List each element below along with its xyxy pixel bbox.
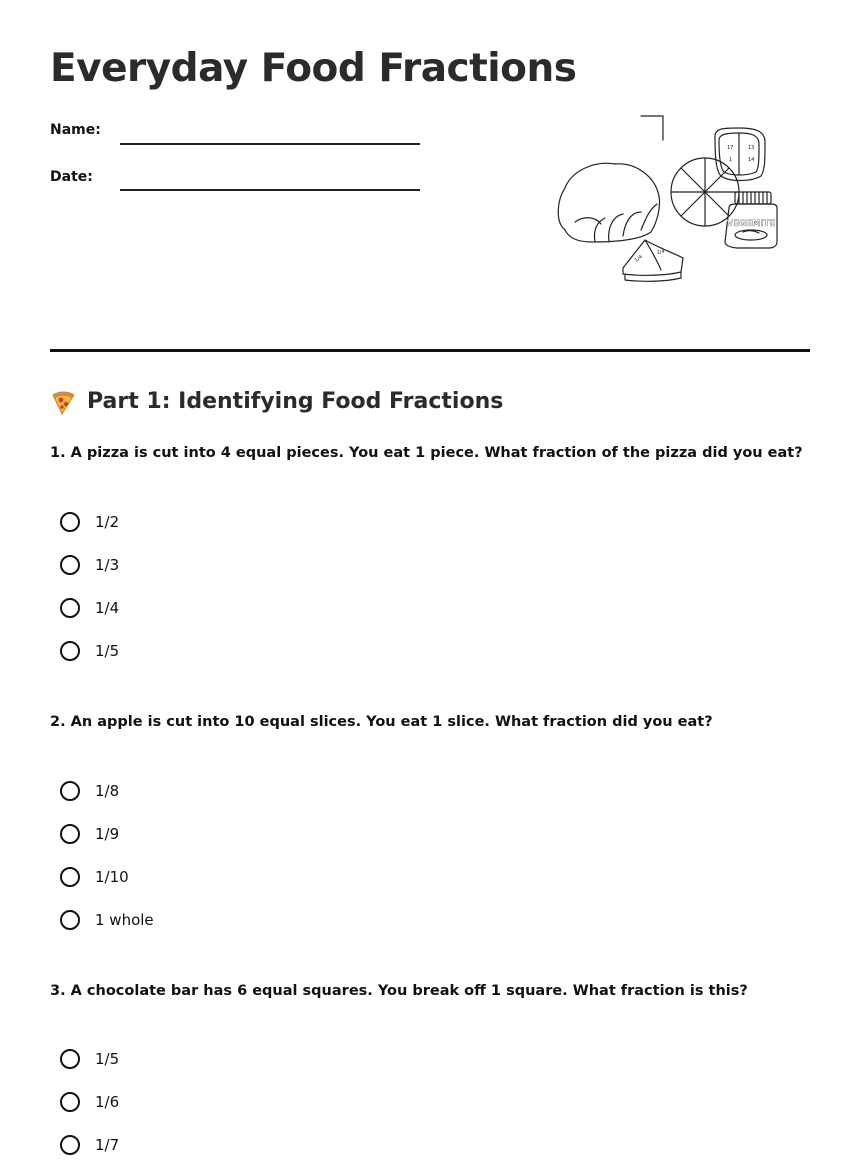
question-1-option[interactable] (60, 510, 119, 534)
radio-button[interactable] (60, 824, 80, 844)
corner-mark (641, 116, 663, 140)
pizza-icon (50, 386, 76, 416)
question-3-option[interactable] (60, 1133, 119, 1157)
option-label: 1 whole (95, 911, 154, 929)
svg-text:17: 17 (727, 145, 734, 151)
option-label: 1/3 (95, 556, 120, 574)
question-3-option[interactable] (60, 1047, 119, 1071)
svg-text:13: 13 (748, 145, 755, 151)
radio-button[interactable] (60, 512, 80, 532)
radio-button[interactable] (60, 910, 80, 930)
question-2-text: 2. An apple is cut into 10 equal slices. You eat 1 slice. What fraction did you eat? (50, 714, 713, 730)
option-label: 1/5 (95, 1050, 120, 1068)
option-label: 1/4 (95, 599, 120, 617)
radio-button[interactable] (60, 1092, 80, 1112)
option-label: 1/5 (95, 642, 120, 660)
radio-button[interactable] (60, 1135, 80, 1155)
pizza-icon (671, 158, 739, 226)
question-1-text: 1. A pizza is cut into 4 equal pieces. You eat 1 piece. What fraction of the pizza did you eat? (50, 445, 803, 461)
svg-text:VEGEMITE: VEGEMITE (726, 219, 776, 229)
name-field[interactable] (120, 143, 420, 145)
radio-button[interactable] (60, 598, 80, 618)
question-1-option[interactable] (60, 596, 119, 620)
svg-text:1: 1 (729, 157, 733, 163)
page-title: Everyday Food Fractions (50, 46, 577, 91)
name-label: Name: (50, 122, 101, 138)
option-label: 1/2 (95, 513, 120, 531)
bread-icon (715, 128, 765, 181)
question-2-option[interactable] (60, 822, 119, 846)
vegemite-jar-icon (725, 192, 777, 248)
question-3-option[interactable] (60, 1090, 119, 1114)
date-label: Date: (50, 169, 93, 185)
section-title: Part 1: Identifying Food Fractions (87, 388, 504, 414)
section-header (50, 386, 503, 416)
section-divider (50, 349, 810, 352)
radio-button[interactable] (60, 641, 80, 661)
svg-text:14: 14 (748, 157, 755, 163)
date-field[interactable] (120, 189, 420, 191)
svg-text:1/4: 1/4 (633, 254, 644, 264)
option-label: 1/7 (95, 1136, 120, 1154)
question-2-option[interactable] (60, 865, 129, 889)
svg-text:1/4: 1/4 (656, 248, 666, 256)
option-label: 1/8 (95, 782, 120, 800)
question-2-option[interactable] (60, 779, 119, 803)
question-1-option[interactable] (60, 639, 119, 663)
bun-icon (558, 163, 659, 242)
radio-button[interactable] (60, 867, 80, 887)
pie-slice-icon (623, 240, 683, 281)
radio-button[interactable] (60, 1049, 80, 1069)
option-label: 1/10 (95, 868, 129, 886)
option-label: 1/9 (95, 825, 120, 843)
food-illustration (553, 112, 785, 288)
radio-button[interactable] (60, 555, 80, 575)
question-2-option[interactable] (60, 908, 154, 932)
question-3-text: 3. A chocolate bar has 6 equal squares. You break off 1 square. What fraction is this? (50, 983, 748, 999)
radio-button[interactable] (60, 781, 80, 801)
option-label: 1/6 (95, 1093, 120, 1111)
question-1-option[interactable] (60, 553, 119, 577)
